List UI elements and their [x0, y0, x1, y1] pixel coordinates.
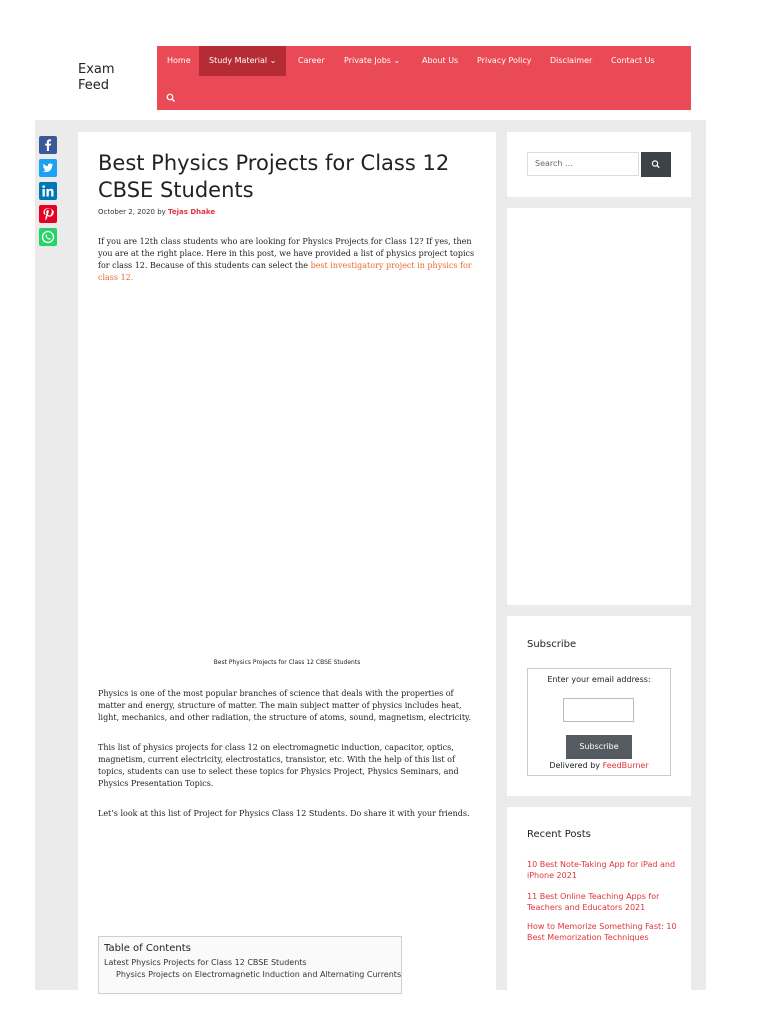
nav-home[interactable]: Home — [167, 56, 191, 65]
whatsapp-icon[interactable] — [39, 228, 57, 246]
main-nav — [157, 46, 691, 110]
nav-study-material[interactable]: Study Material ⌄ — [199, 46, 286, 76]
subscribe-title: Subscribe — [527, 639, 577, 650]
intro-link[interactable]: best investigatory project in physics for class 12. — [98, 261, 472, 282]
search-widget — [507, 132, 691, 197]
recent-posts-widget — [507, 807, 691, 990]
linkedin-icon[interactable] — [39, 182, 57, 200]
recent-post-link[interactable]: How to Memorize Something Fast: 10 Best Memorization Techniques — [527, 922, 677, 942]
nav-career[interactable]: Career — [298, 56, 325, 65]
nav-contact-us[interactable]: Contact Us — [611, 56, 655, 65]
post-by: by — [157, 208, 166, 216]
subscribe-button[interactable]: Subscribe — [566, 735, 632, 759]
nav-about-us[interactable]: About Us — [422, 56, 459, 65]
toc-title: Table of Contents — [104, 943, 191, 954]
site-name: Exam Feed — [78, 62, 115, 93]
ad-widget — [507, 208, 691, 605]
subscribe-widget — [507, 616, 691, 796]
feedburner-form — [527, 668, 671, 776]
feedburner-link[interactable]: FeedBurner — [602, 761, 649, 770]
twitter-icon[interactable] — [39, 159, 57, 177]
search-input[interactable]: Search … — [527, 152, 639, 176]
search-button[interactable] — [641, 152, 671, 177]
article — [78, 132, 496, 990]
nav-private-jobs[interactable]: Private Jobs ⌄ — [344, 56, 401, 65]
email-label: Enter your email address: — [547, 675, 651, 684]
recent-post-link[interactable]: 11 Best Online Teaching Apps for Teachers and Educators 2021 — [527, 892, 660, 912]
recent-post-link[interactable]: 10 Best Note-Taking App for iPad and iPhone 2021 — [527, 860, 676, 880]
body-paragraph-3: Let’s look at this list of Project for Physics Class 12 Students. Do share it with your friends. — [98, 809, 470, 818]
post-date[interactable]: October 2, 2020 — [98, 208, 155, 216]
image-caption: Best Physics Projects for Class 12 CBSE Students — [213, 659, 361, 666]
nav-disclaimer[interactable]: Disclaimer — [550, 56, 593, 65]
toc-item[interactable]: Physics Projects on Electromagnetic Induction and Alternating Currents — [116, 970, 402, 979]
pinterest-icon[interactable] — [39, 205, 57, 223]
intro-text: If you are 12th class students who are looking for Physics Projects for Class 12? If yes, then you are at the right place. Here in this post, we have provided a list of physics project topics for class 12. Because of this students can select the — [98, 237, 475, 270]
article-title: Best Physics Projects for Class 12 CBSE Students — [98, 151, 450, 202]
intro-paragraph — [98, 236, 478, 284]
recent-posts-title: Recent Posts — [527, 829, 591, 840]
nav-search-icon[interactable] — [166, 88, 176, 98]
site-logo[interactable] — [78, 62, 128, 94]
toc-item[interactable]: Latest Physics Projects for Class 12 CBSE Students — [104, 958, 307, 967]
facebook-icon[interactable] — [39, 136, 57, 154]
body-paragraph-2: This list of physics projects for class 12 on electromagnetic induction, capacitor, optics, magnetism, current electricity, electrostatics, transistor, etc. With the help of this list of topics, students can use to select these topics for Physics Project, Physics Seminars, and Physics Presentation Topics. — [98, 743, 459, 788]
body-paragraph-1: Physics is one of the most popular branches of science that deals with the properties of matter and energy, structure of matter. The main subject matter of physics includes heat, light, mechanics, and other radiation, the structure of atoms, sound, magnetism, electricity. — [98, 689, 472, 722]
delivered-by-text: Delivered by — [549, 761, 601, 770]
table-of-contents — [98, 936, 402, 994]
delivered-by — [528, 761, 670, 770]
email-field[interactable] — [563, 698, 634, 722]
post-author[interactable]: Tejas Dhake — [168, 208, 216, 216]
post-meta — [98, 208, 215, 216]
nav-privacy-policy[interactable]: Privacy Policy — [477, 56, 532, 65]
search-icon — [641, 152, 671, 177]
